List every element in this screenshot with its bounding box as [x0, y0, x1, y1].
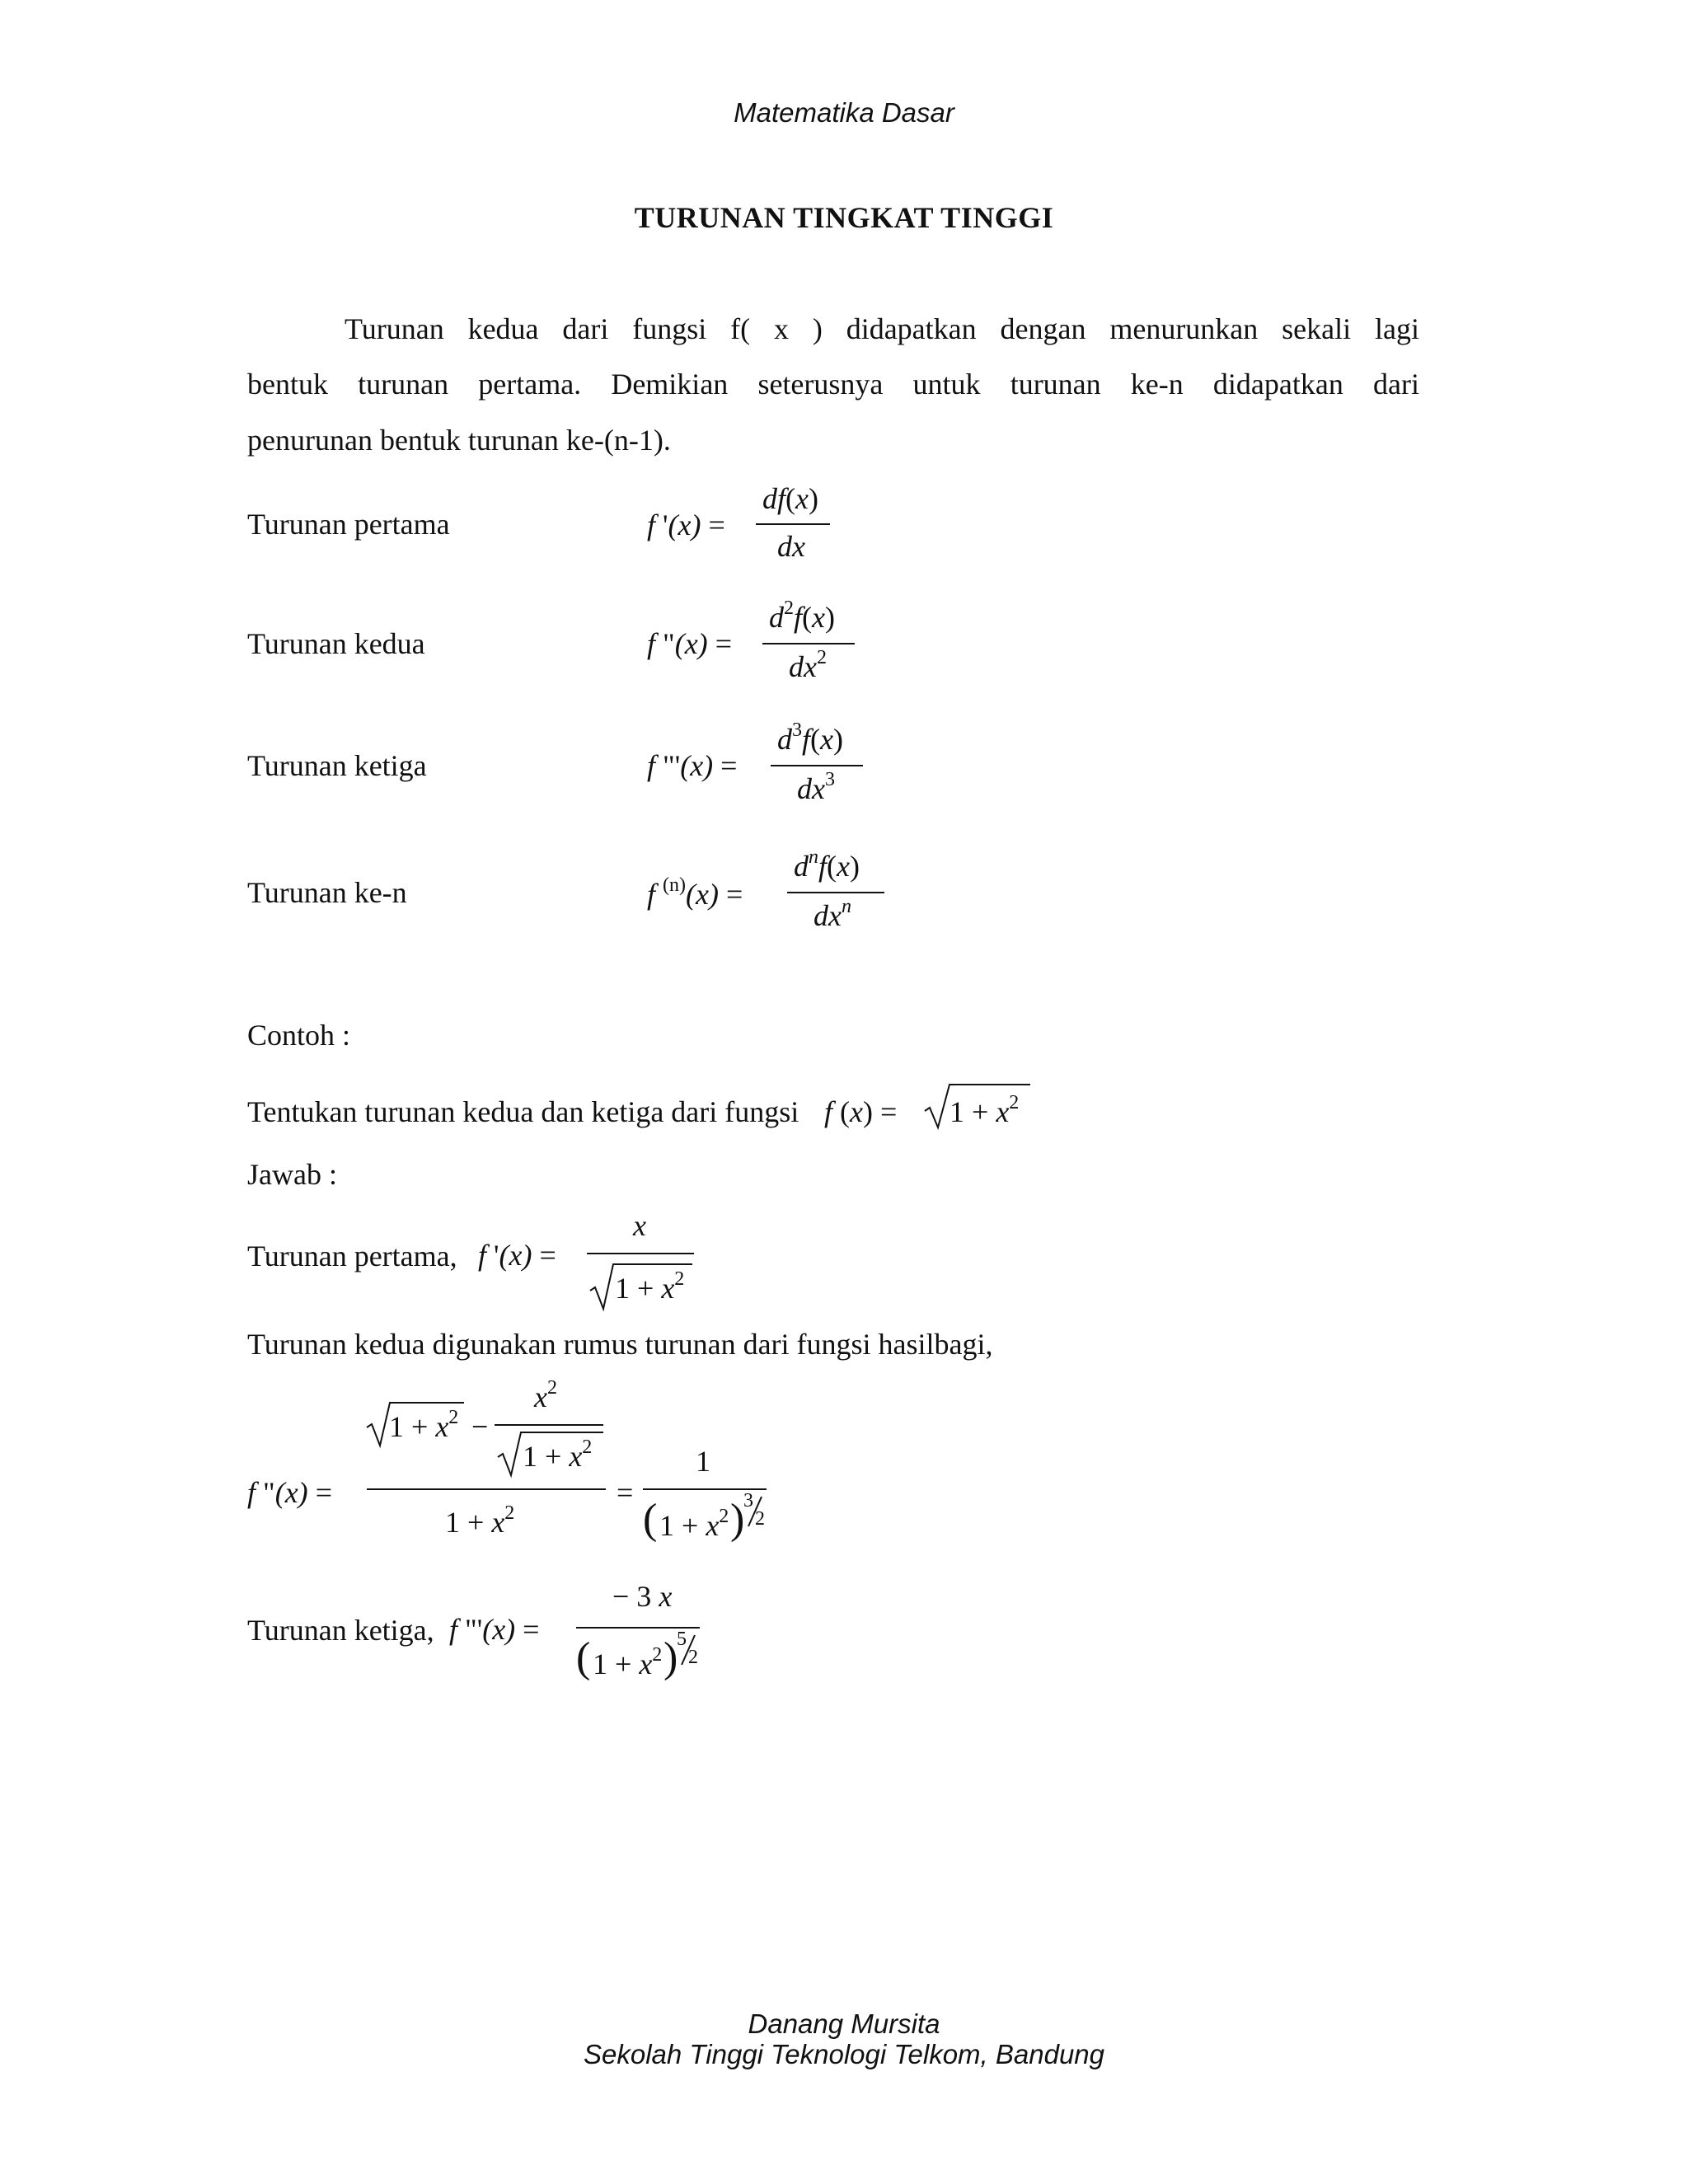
running-header: Matematika Dasar: [734, 97, 954, 128]
second-derivative-intro: Turunan kedua digunakan rumus turunan dari fungsi hasilbagi,: [247, 1328, 993, 1361]
derivative-label-second: Turunan kedua: [247, 627, 425, 660]
formula-example-third-derivative: f "'(x) = − 3 x ( $1 + x^2$ ) 5 2: [449, 1580, 698, 1681]
formula-example-second-derivative: f "(x) = $1 + x^2$ − $x^2$ $1 + x^2$ $1 + x^2$ = 1 ( $1 + x^2$ ) 3 2: [247, 1377, 765, 1543]
derivative-label-first: Turunan pertama: [247, 508, 450, 541]
example-question: Tentukan turunan kedua dan ketiga dari fungsi: [247, 1095, 799, 1128]
formula-nth-derivative: f $^{(n)}$(x) = $d^nf(x)$ $dx^n$: [647, 849, 903, 940]
example-heading: Contoh :: [247, 1019, 351, 1052]
derivative-label-third: Turunan ketiga: [247, 749, 427, 782]
first-derivative-label: Turunan pertama,: [247, 1240, 457, 1272]
intro-line-3: penurunan bentuk turunan ke-(n-1).: [247, 424, 671, 457]
formula-first-derivative: f '(x) = df(x) dx: [647, 488, 837, 570]
derivative-label-nth: Turunan ke-n: [247, 876, 407, 909]
formula-example-first-derivative: f '(x) = x $1 + x^2$: [478, 1212, 701, 1319]
page-title: TURUNAN TINGKAT TINGGI: [634, 201, 1054, 234]
footer-author: Danang Mursita: [748, 2008, 940, 2039]
formula-question-function: f (x) = $1 + x^2$: [824, 1080, 1039, 1137]
intro-line-1: Turunan kedua dari fungsi f( x ) didapatkan dengan menurunkan sekali lagi: [345, 312, 1419, 345]
formula-second-derivative: f "(x) = $d^2f(x)$ $dx^2$: [647, 602, 878, 692]
footer-institution: Sekolah Tinggi Teknologi Telkom, Bandung: [583, 2039, 1105, 2069]
third-derivative-label: Turunan ketiga,: [247, 1614, 434, 1647]
answer-heading: Jawab :: [247, 1158, 337, 1191]
intro-line-2: bentuk turunan pertama. Demikian seterusnya untuk turunan ke-n didapatkan dari: [247, 368, 1419, 401]
formula-third-derivative: f "'(x) = $d^3f(x)$ $dx^3$: [647, 724, 886, 814]
